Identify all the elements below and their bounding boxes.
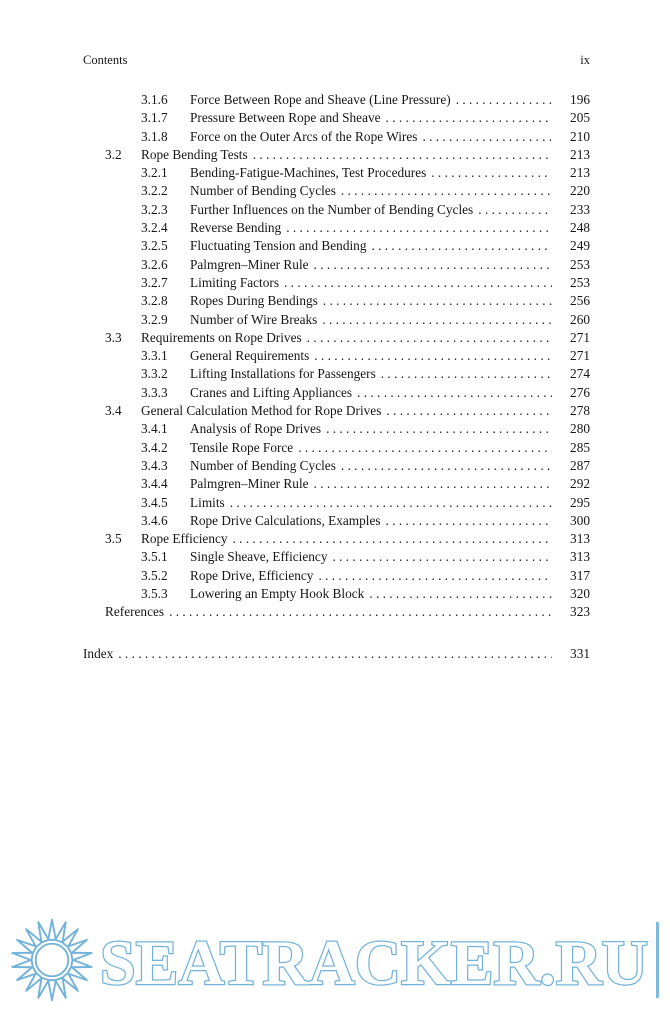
toc-entry-title: Number of Wire Breaks (190, 311, 318, 327)
toc-entry-page: 253 (570, 256, 590, 272)
toc-entry (83, 585, 590, 603)
toc-entry-title: Limits (190, 494, 225, 510)
toc-entry-page: 256 (570, 293, 590, 309)
toc-leader-dots (456, 91, 552, 109)
toc-entry (83, 475, 590, 493)
toc-leader-dots (230, 494, 552, 512)
toc-entry-number: 3.5.3 (141, 586, 168, 602)
toc-entry (83, 384, 590, 402)
toc-entry-title: Further Influences on the Number of Bending Cycles (190, 201, 474, 217)
contents-label: Contents (83, 53, 128, 67)
toc-leader-dots (326, 420, 552, 438)
toc-entry (83, 512, 590, 530)
toc-leader-dots (332, 548, 552, 566)
toc-entry (83, 603, 590, 621)
toc-entry-number: 3.4.6 (141, 512, 168, 528)
toc-leader-dots (284, 274, 552, 292)
toc-leader-dots (169, 603, 552, 621)
toc-entry-title: Bending-Fatigue-Machines, Test Procedures (190, 165, 427, 181)
toc-leader-dots (314, 347, 552, 365)
toc-leader-dots (118, 645, 552, 663)
toc-entry (83, 292, 590, 310)
toc-entry-page: 274 (570, 366, 590, 382)
page-number: ix (580, 53, 590, 67)
toc-entry-page: 260 (570, 311, 590, 327)
toc-entry-page: 213 (570, 165, 590, 181)
toc-entry-title: Palmgren–Miner Rule (190, 476, 309, 492)
toc-entry (83, 91, 590, 109)
toc-entry-page: 317 (570, 567, 590, 583)
toc-index-section (83, 645, 590, 663)
toc-entry-title: Single Sheave, Efficiency (190, 549, 328, 565)
toc-entry (83, 237, 590, 255)
toc-entry-page: 205 (570, 110, 590, 126)
toc-leader-dots (314, 475, 552, 493)
toc-entry-page: 285 (570, 439, 590, 455)
toc-entry-title: References (105, 604, 165, 620)
toc-entry-title: Lifting Installations for Passengers (190, 366, 376, 382)
watermark-edge-bar (656, 922, 659, 998)
sun-icon (6, 914, 98, 1006)
toc-entry-number: 3.2.8 (141, 293, 168, 309)
toc-entry (83, 494, 590, 512)
toc-leader-dots (386, 512, 552, 530)
toc-entry-number: 3.4 (105, 403, 122, 419)
toc-entry-title: Reverse Bending (190, 220, 282, 236)
toc-entry-title: Force on the Outer Arcs of the Rope Wires (190, 128, 418, 144)
toc-entry-number: 3.2.1 (141, 165, 168, 181)
toc-entry-page: 248 (570, 220, 590, 236)
toc-entry-number: 3.2 (105, 146, 122, 162)
watermark-text: SEATRACKER.RU (100, 927, 648, 998)
toc-entry-number: 3.2.6 (141, 256, 168, 272)
running-head (83, 0, 590, 68)
toc-entry (83, 128, 590, 146)
toc-entry-title: Cranes and Lifting Appliances (190, 384, 353, 400)
toc-leader-dots (322, 311, 552, 329)
toc-entry-number: 3.2.4 (141, 220, 168, 236)
toc-entry-title: Palmgren–Miner Rule (190, 256, 309, 272)
toc-entry-title: Lowering an Empty Hook Block (190, 586, 365, 602)
toc-entry-page: 213 (570, 146, 590, 162)
toc-entry-number: 3.4.4 (141, 476, 168, 492)
watermark-text-graphic (98, 914, 658, 1006)
toc-entry-number: 3.4.5 (141, 494, 168, 510)
toc-entry-page: 287 (570, 457, 590, 473)
toc-entry (83, 347, 590, 365)
toc-entry-number: 3.2.7 (141, 274, 168, 290)
toc-entry-title: Rope Drive Calculations, Examples (190, 512, 381, 528)
toc-entry-title: Rope Efficiency (141, 531, 228, 547)
toc-entry-page: 271 (570, 329, 590, 345)
index-title: Index (83, 645, 114, 661)
toc-leader-dots (341, 457, 552, 475)
toc-entry-title: Limiting Factors (190, 274, 280, 290)
toc-entry (83, 182, 590, 200)
toc-entry-page: 292 (570, 476, 590, 492)
toc-leader-dots (371, 237, 552, 255)
toc-entry-number: 3.2.2 (141, 183, 168, 199)
toc-entry (83, 146, 590, 164)
toc-leader-dots (386, 402, 552, 420)
toc-entry-title: General Calculation Method for Rope Drives (141, 403, 382, 419)
toc-entry (83, 548, 590, 566)
toc-entry-title: Rope Bending Tests (141, 146, 248, 162)
toc-entry-number: 3.4.2 (141, 439, 168, 455)
toc-entry-number: 3.5 (105, 531, 122, 547)
toc-leader-dots (318, 567, 552, 585)
toc-entry-number: 3.3.3 (141, 384, 168, 400)
toc-leader-dots (431, 164, 552, 182)
toc-entry-title: Number of Bending Cycles (190, 183, 336, 199)
toc-entry (83, 256, 590, 274)
toc-entry-number: 3.2.5 (141, 238, 168, 254)
toc-entry-page: 313 (570, 531, 590, 547)
toc-entry (83, 201, 590, 219)
toc-entry-page: 220 (570, 183, 590, 199)
toc-entry-number: 3.5.1 (141, 549, 168, 565)
toc-entry-page: 295 (570, 494, 590, 510)
toc-entry-number: 3.1.6 (141, 92, 168, 107)
index-page: 331 (570, 645, 590, 661)
toc-leader-dots (253, 146, 552, 164)
toc-entry (83, 274, 590, 292)
toc-entry-number: 3.1.8 (141, 128, 168, 144)
toc-entry-title: Tensile Rope Force (190, 439, 294, 455)
toc-entry-number: 3.3 (105, 329, 122, 345)
toc-entry-page: 323 (570, 604, 590, 620)
toc-entry (83, 530, 590, 548)
toc-index-row (83, 645, 590, 663)
toc-entry (83, 402, 590, 420)
toc-leader-dots (369, 585, 552, 603)
toc-entry-page: 276 (570, 384, 590, 400)
toc-entry (83, 365, 590, 383)
toc-leader-dots (286, 219, 552, 237)
toc-entry-title: Pressure Between Rope and Sheave (190, 110, 381, 126)
toc-entry-page: 210 (570, 128, 590, 144)
toc-leader-dots (478, 201, 552, 219)
toc-entry (83, 439, 590, 457)
toc-leader-dots (233, 530, 552, 548)
toc-entry-title: Fluctuating Tension and Bending (190, 238, 367, 254)
toc-list (83, 91, 590, 622)
toc-entry-number: 3.4.3 (141, 457, 168, 473)
toc-entry-number: 3.2.9 (141, 311, 168, 327)
toc-entry (83, 567, 590, 585)
toc-entry-page: 249 (570, 238, 590, 254)
toc-leader-dots (323, 292, 552, 310)
toc-entry-page: 300 (570, 512, 590, 528)
toc-leader-dots (422, 128, 552, 146)
toc-entry-page: 313 (570, 549, 590, 565)
watermark (6, 912, 664, 1008)
toc-entry-page: 280 (570, 421, 590, 437)
toc-entry-page: 320 (570, 586, 590, 602)
toc-leader-dots (386, 109, 552, 127)
toc-entry-title: Analysis of Rope Drives (190, 421, 322, 437)
toc-leader-dots (307, 329, 552, 347)
toc-entry-title: General Requirements (190, 348, 310, 364)
toc-entry-title: Number of Bending Cycles (190, 457, 336, 473)
toc-entry-title: Rope Drive, Efficiency (190, 567, 314, 583)
toc-entry-number: 3.3.2 (141, 366, 168, 382)
toc-entry (83, 420, 590, 438)
toc-entry-number: 3.3.1 (141, 348, 168, 364)
toc-leader-dots (298, 439, 552, 457)
toc-entry-number: 3.1.7 (141, 110, 168, 126)
toc-leader-dots (314, 256, 552, 274)
toc-leader-dots (341, 182, 552, 200)
toc-entry-page: 278 (570, 403, 590, 419)
toc-entry-title: Ropes During Bendings (190, 293, 318, 309)
toc-entry (83, 109, 590, 127)
toc-leader-dots (357, 384, 552, 402)
toc-entry (83, 457, 590, 475)
toc-entry-number: 3.4.1 (141, 421, 168, 437)
toc-entry (83, 164, 590, 182)
toc-entry-page: 253 (570, 274, 590, 290)
toc-entry-title: Force Between Rope and Sheave (Line Pressure) (190, 92, 451, 107)
toc-entry-number: 3.2.3 (141, 201, 168, 217)
toc-entry-page: 271 (570, 348, 590, 364)
toc-entry-page: 196 (570, 92, 590, 107)
toc-entry (83, 329, 590, 347)
toc-entry-number: 3.5.2 (141, 567, 168, 583)
toc-entry (83, 219, 590, 237)
toc-entry-title: Requirements on Rope Drives (141, 329, 302, 345)
toc-entry-page: 233 (570, 201, 590, 217)
toc-entry (83, 311, 590, 329)
toc-leader-dots (381, 365, 552, 383)
